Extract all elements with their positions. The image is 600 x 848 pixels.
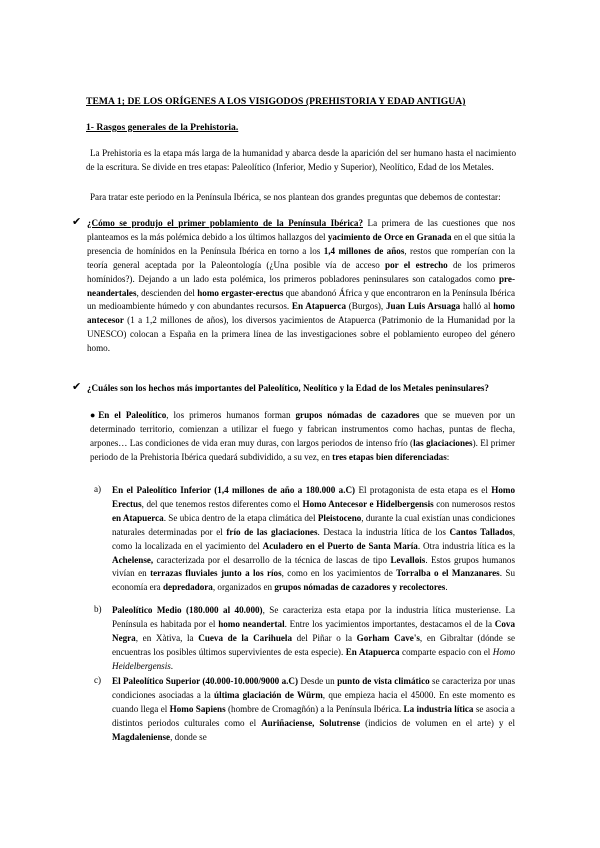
item-c-paragraph xyxy=(112,675,515,745)
text-run: Gorham Cave's xyxy=(356,632,420,643)
text-run: . Destaca la industria lítica de los xyxy=(317,526,450,537)
text-run: Desde un xyxy=(298,676,338,686)
paleolitico-text xyxy=(90,410,515,462)
item-b-label: b) xyxy=(94,604,102,614)
text-run: frío de las glaciaciones xyxy=(226,526,318,537)
text-run: Auriñaciense, Solutrense xyxy=(261,717,361,728)
text-run: Homo Sapiens xyxy=(169,703,226,714)
text-run: , durante la cual existían unas condiciones naturales determinadas por el xyxy=(112,512,516,537)
checkmark-icon: ✔ xyxy=(72,380,82,393)
text-run: en Atapuerca xyxy=(112,512,164,523)
text-run: En Atapuerca xyxy=(291,301,347,312)
text-run: pre-neandertales xyxy=(87,273,515,298)
item-a-paragraph xyxy=(112,484,515,595)
text-run: , los primeros humanos forman xyxy=(166,410,296,420)
text-run: Torralba o el Manzanares xyxy=(396,568,500,579)
checkmark-icon: ✔ xyxy=(72,215,82,228)
text-run: Levallois xyxy=(390,554,426,565)
bullet-icon: ● xyxy=(90,410,99,420)
section-heading: 1- Rasgos generales de la Prehistoria. xyxy=(86,122,239,133)
item-c-label: c) xyxy=(94,675,102,685)
text-run: Magdaleniense xyxy=(112,731,171,742)
text-run: . Su economía era xyxy=(112,568,515,593)
text-run: que abandonó África y que encontraron en la Península Ibérica un medioambiente húmedo y con abundantes recursos. xyxy=(87,287,515,312)
text-run: Homo Heidelbergensis xyxy=(112,646,515,671)
text-run: El protagonista de esta etapa es el xyxy=(355,485,492,495)
text-run: yacimiento de Orce en Granada xyxy=(327,231,452,242)
text-run: las glaciaciones xyxy=(413,437,473,448)
text-run: (1 a 1,2 millones de años), los diversos yacimientos de Atapuerca (Patrimonio de la Humanidad por la UNESCO) colocan a España en la primera línea de las investigaciones sobre el poblamiento europeo del género homo. xyxy=(87,315,515,354)
text-run: se asocia a distintos periodos culturales como el xyxy=(112,703,515,728)
text-run: , descienden del xyxy=(136,287,198,298)
text-run: Aculadero en el Puerto de Santa María xyxy=(262,540,418,551)
text-run: Cova Negra xyxy=(112,618,515,643)
text-run: En el Paleolítico Inferior (1,4 millones de año a 180.000 a.C) xyxy=(112,485,356,495)
text-run: , Se caracteriza esta etapa por la industria lítica musteriense. La Península es habitada por el xyxy=(112,605,515,629)
question-2-heading: ¿Cuáles son los hechos más importantes del Paleolítico, Neolítico y la Edad de los Metales peninsulares? xyxy=(87,383,489,393)
question-1-paragraph xyxy=(87,217,515,356)
text-run: , como la localizada en el yacimiento del xyxy=(112,526,515,551)
text-run: homo ergaster-erectus xyxy=(197,287,284,298)
text-run: del Piñar o la xyxy=(292,632,357,643)
text-run: . Entre los yacimientos importantes, destacamos el de la xyxy=(284,618,495,629)
text-run: , en Gibraltar (dónde se encuentras los posibles últimos supervivientes de esta especie). xyxy=(112,632,515,657)
document-title: TEMA 1; DE LOS ORÍGENES A LOS VISIGODOS (PREHISTORIA Y EDAD ANTIGUA) xyxy=(86,96,466,107)
text-run: : xyxy=(446,451,450,462)
text-run: , del que tenemos restos diferentes como el xyxy=(141,498,303,509)
text-run: , organizados en xyxy=(212,582,275,593)
text-run: Pleistoceno xyxy=(317,512,362,523)
text-run: última glaciación de Würm xyxy=(214,689,323,700)
text-run: . xyxy=(170,660,174,671)
text-run: en el que sitúa la presencia de homínidos en la Península Ibérica en torno a los xyxy=(87,231,515,256)
item-b-paragraph xyxy=(112,604,515,674)
text-run: depredadora xyxy=(163,582,213,593)
item-a-label: a) xyxy=(94,484,102,494)
text-run: se caracteriza por unas condiciones asociadas a la xyxy=(112,676,516,700)
text-run: punto de vista climático xyxy=(337,676,430,686)
text-run: tres etapas bien diferenciadas xyxy=(332,451,447,462)
intro-paragraph xyxy=(86,147,516,175)
text-run: En el Paleolítico xyxy=(98,410,167,420)
text-run: terrazas fluviales junto a los ríos xyxy=(150,568,282,579)
text-run: Cantos Tallados xyxy=(449,526,513,537)
text-run: homo neandertal xyxy=(218,618,285,629)
text-run: que se mueven por un determinado territorio, comienzan a utilizar el fuego y fabrican instrumentos como hachas, puntas de flecha, arpones… Las condiciones de vida eran muy duras, con largos periodos de intenso frío ( xyxy=(90,410,515,448)
text-run: Cueva de la Carihuela xyxy=(198,632,293,643)
paleolitico-paragraph xyxy=(90,409,515,465)
text-run: ¿Cómo se produjo el primer poblamiento de la Península Ibérica? xyxy=(87,218,363,228)
text-run: En Atapuerca xyxy=(345,646,400,657)
text-run: . Otra industria lítica es la xyxy=(417,540,515,551)
text-run: (hombre de Cromagñón) a la Península Ibérica. xyxy=(225,703,404,714)
text-run: 1,4 millones de años xyxy=(323,245,405,256)
text-run: La primera de las cuestiones que nos planteamos es la más polémica debido a los últimos hallazgos del xyxy=(87,218,516,242)
text-run: (indicios de volumen en el arte) y el xyxy=(360,717,515,728)
text-run: grupos nómadas de cazadores y recolectores xyxy=(274,582,446,593)
text-run: Paleolítico Medio (180.000 al 40.000) xyxy=(112,605,263,615)
text-run: . xyxy=(445,582,448,593)
text-run: grupos nómadas de cazadores xyxy=(295,410,420,420)
text-run: homo antecesor xyxy=(87,301,515,326)
text-run: La Prehistoria es la etapa más larga de la humanidad y abarca desde la aparición del ser humano hasta el nacimiento de la escritura. Se divide en tres etapas: Paleolítico (Inferior, Medio y Superior), Neolítico, Edad de los Metales. xyxy=(86,148,516,172)
text-run: , que empieza hacia el 45000. En este momento es cuando llega el xyxy=(112,689,516,714)
text-run: caracterizada por el desarrollo de la técnica de lascas de tipo xyxy=(153,554,391,565)
text-run: El Paleolítico Superior (40.000-10.000/9000 a.C) xyxy=(112,676,299,686)
text-run: (Burgos), xyxy=(346,301,386,312)
text-run: Para tratar este periodo en la Península Ibérica, se nos plantean dos grandes preguntas que debemos de contestar: xyxy=(90,192,501,202)
text-run: halló al xyxy=(460,301,494,312)
text-run: por el estrecho xyxy=(385,259,448,270)
text-run: Juan Luis Arsuaga xyxy=(385,301,461,312)
text-run: Homo Erectus xyxy=(112,485,515,509)
text-run: . Se ubica dentro de la etapa climática del xyxy=(163,512,318,523)
text-run: Homo Antecesor e Hidelbergensis xyxy=(302,498,434,509)
text-run: . Estos grupos humanos vivían en xyxy=(112,554,515,579)
text-run: , como en los yacimientos de xyxy=(281,568,397,579)
text-run: comparte espacio con el xyxy=(399,646,493,657)
questions-intro-paragraph xyxy=(86,191,516,205)
text-run: de los primeros homínidos?). Dejando a un lado esta polémica, los primeros pobladores peninsulares son catalogados como xyxy=(87,259,515,284)
text-run: Achelense, xyxy=(112,554,154,565)
text-run: ). El primer periodo de la Prehistoria Ibérica quedará subdividido, a su vez, en xyxy=(90,437,516,462)
text-run: con numerosos restos xyxy=(433,498,515,509)
text-run: , restos que romperían con la teoría general aceptada por la Paleontología (¿Una posible vía de acceso xyxy=(87,245,515,270)
text-run: , en Xàtiva, la xyxy=(135,632,199,643)
text-run: La industria lítica xyxy=(403,703,474,714)
text-run: , donde se xyxy=(170,731,207,742)
